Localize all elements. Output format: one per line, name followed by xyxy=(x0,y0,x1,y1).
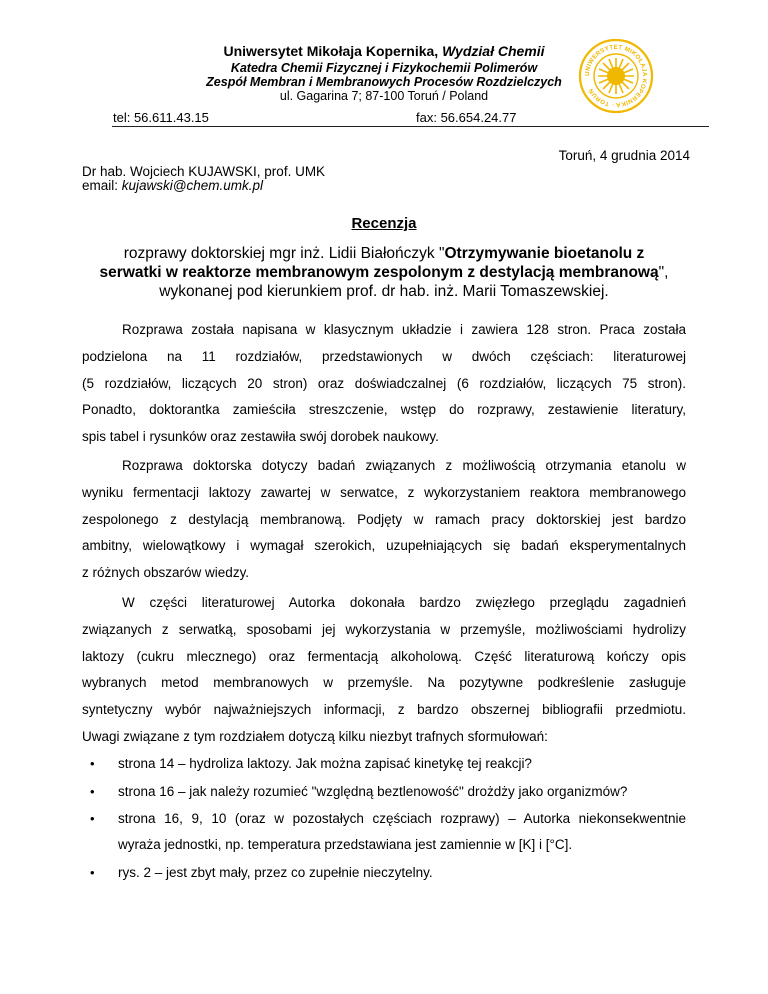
subject-line-2: serwatki w reaktorze membranowym zespolonym z destylacją membranową", xyxy=(99,264,669,281)
bullet-marker: • xyxy=(90,784,95,799)
reviewer-name: Dr hab. Wojciech KUJAWSKI, prof. UMK xyxy=(82,164,326,179)
team-name: Zespół Membran i Membranowych Procesów Rozdzielczych xyxy=(206,75,562,89)
department-name: Katedra Chemii Fizycznej i Fizykochemii Polimerów xyxy=(230,61,538,75)
bullet-marker: • xyxy=(90,811,95,826)
subject-line-3: wykonanej pod kierunkiem prof. dr hab. inż. Marii Tomaszewskiej. xyxy=(159,283,609,300)
paragraph-structure: Rozprawa została napisana w klasycznym układzie i zawiera 128 stron. Praca została podzielona na 11 rozdziałów, przedstawionych w dwóch częściach: literaturowej (5 rozdziałów, liczących 20 stron) oraz doświadczalnej (6 rozdziałów, liczących 75 stron). Ponadto, doktorantka zamieściła streszczenie, wstęp do rozprawy, zestawienie literatury, spis tabel i rysunków oraz zestawiła swój dorobek naukowy. xyxy=(82,322,686,445)
bullet-marker: • xyxy=(90,756,95,771)
seal-ring-text: UNIWERSYTET MIKOŁAJA KOPERNIKA · TORUŃ xyxy=(583,43,649,109)
reviewer-email: email: kujawski@chem.umk.pl xyxy=(82,178,264,193)
address: ul. Gagarina 7; 87-100 Toruń / Poland xyxy=(279,89,489,103)
subject-line-1: rozprawy doktorskiej mgr inż. Lidii Białończyk "Otrzymywanie bioetanolu z xyxy=(123,245,645,262)
telephone: tel: 56.611.43.15 xyxy=(113,110,209,125)
bullet-marker: • xyxy=(90,865,95,880)
email-address[interactable]: kujawski@chem.umk.pl xyxy=(121,178,264,193)
university-name: Uniwersytet Mikołaja Kopernika, Wydział Chemii xyxy=(223,43,545,59)
fax: fax: 56.654.24.77 xyxy=(416,110,517,125)
document-title: Recenzja xyxy=(351,215,417,232)
header-divider xyxy=(112,126,709,127)
letter-date: Toruń, 4 grudnia 2014 xyxy=(558,148,690,163)
university-seal-logo xyxy=(578,38,654,114)
paragraph-scope: Rozprawa doktorska dotyczy badań związanych z możliwością otrzymania etanolu w wyniku fermentacji laktozy zawartej w serwatce, z wykorzystaniem reaktora membranowego zespolonego z destylacją membranową. Podjęty w ramach pracy doktorskiej jest bardzo ambitny, wielowątkowy i wymagał szerokich, uzupełniających się badań eksperymentalnych z różnych obszarów wiedzy. xyxy=(82,458,686,581)
paragraph-literature-review: W części literaturowej Autorka dokonała bardzo zwięzłego przeglądu zagadnień związanych z serwatką, sposobami jej wykorzystania w przemyśle, możliwościami hydrolizy laktozy (cukru mlecznego) oraz fermentacją alkoholową. Część literaturową kończy opis wybranych metod membranowych w przemyśle. Na pozytywne podkreślenie zasługuje syntetyczny wybór najważniejszych informacji, z bardzo obszernej bibliografii przedmiotu. Uwagi związane z tym rozdziałem dotyczą kilku niezbyt trafnych sformułowań: xyxy=(82,595,686,744)
